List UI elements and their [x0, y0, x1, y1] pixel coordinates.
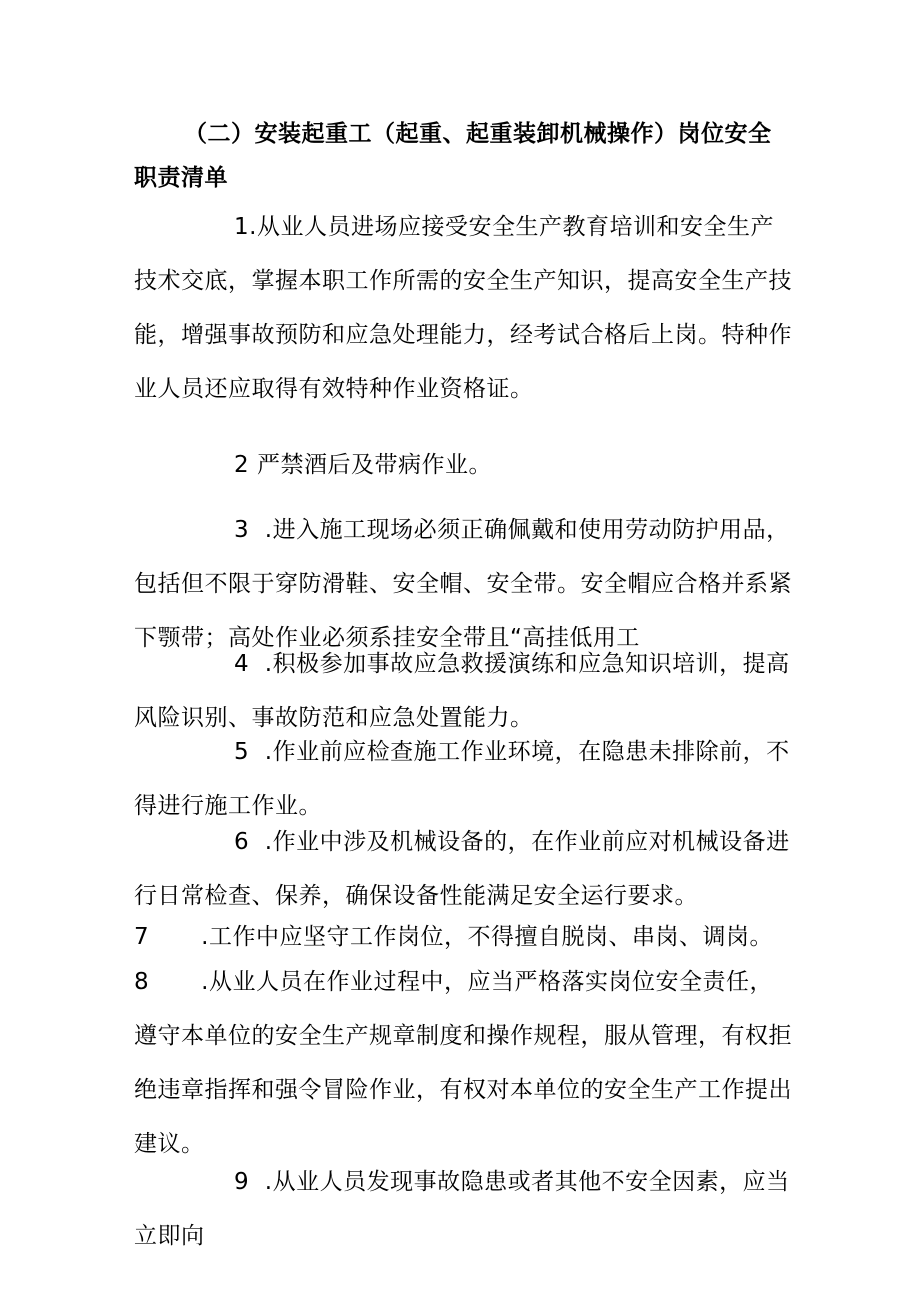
document-title: （二）安装起重工（起重、起重装卸机械操作）岗位安全职责清单	[134, 121, 772, 191]
item-text: .作业中涉及机械设备的，在作业前应对机械设备进行日常检查、保养，确保设备性能满足安全运行要求。	[134, 829, 790, 909]
item-number: 3	[234, 517, 250, 543]
item-text: .作业前应检查施工作业环境，在隐患未排除前，不得进行施工作业。	[134, 739, 790, 819]
list-item-1	[134, 200, 794, 416]
list-item-9	[134, 1155, 794, 1263]
item-text: .从业人员在作业过程中，应当严格落实岗位安全责任，遵守本单位的安全生产规章制度和操作规程，服从管理，有权拒绝违章指挥和强令冒险作业，有权对本单位的安全生产工作提出建议。	[134, 969, 792, 1157]
item-number: 7	[134, 924, 150, 950]
item-text: .进入施工现场必须正确佩戴和使用劳动防护用品，包括但不限于穿防滑鞋、安全帽、安全带。安全帽应合格并系紧下颚带；高处作业必须系挂安全带且“高挂低用工	[134, 517, 792, 651]
list-item-6	[134, 815, 794, 923]
item-text: .从业人员进场应接受安全生产教育培训和安全生产技术交底，掌握本职工作所需的安全生产知识，提高安全生产技能，增强事故预防和应急处理能力，经考试合格后上岗。特种作业人员还应取得有效特种作业资格证。	[134, 214, 792, 402]
item-number: 4	[234, 651, 250, 677]
item-number: 6	[234, 829, 250, 855]
item-number: 5	[234, 739, 250, 765]
item-number: 1	[234, 214, 250, 240]
item-number: 2	[234, 452, 250, 478]
item-number: 9	[234, 1169, 250, 1195]
item-text: .从业人员发现事故隐患或者其他不安全因素，应当立即向	[134, 1169, 790, 1249]
item-text: 严禁酒后及带病作业。	[256, 452, 492, 478]
list-item-2	[134, 438, 794, 492]
item-number: 8	[134, 969, 150, 995]
item-text: .积极参加事故应急救援演练和应急知识培训，提高风险识别、事故防范和应急处置能力。	[134, 651, 790, 731]
list-item-8	[134, 955, 794, 1171]
item-text: .工作中应坚守工作岗位，不得擅自脱岗、串岗、调岗。	[201, 924, 773, 950]
